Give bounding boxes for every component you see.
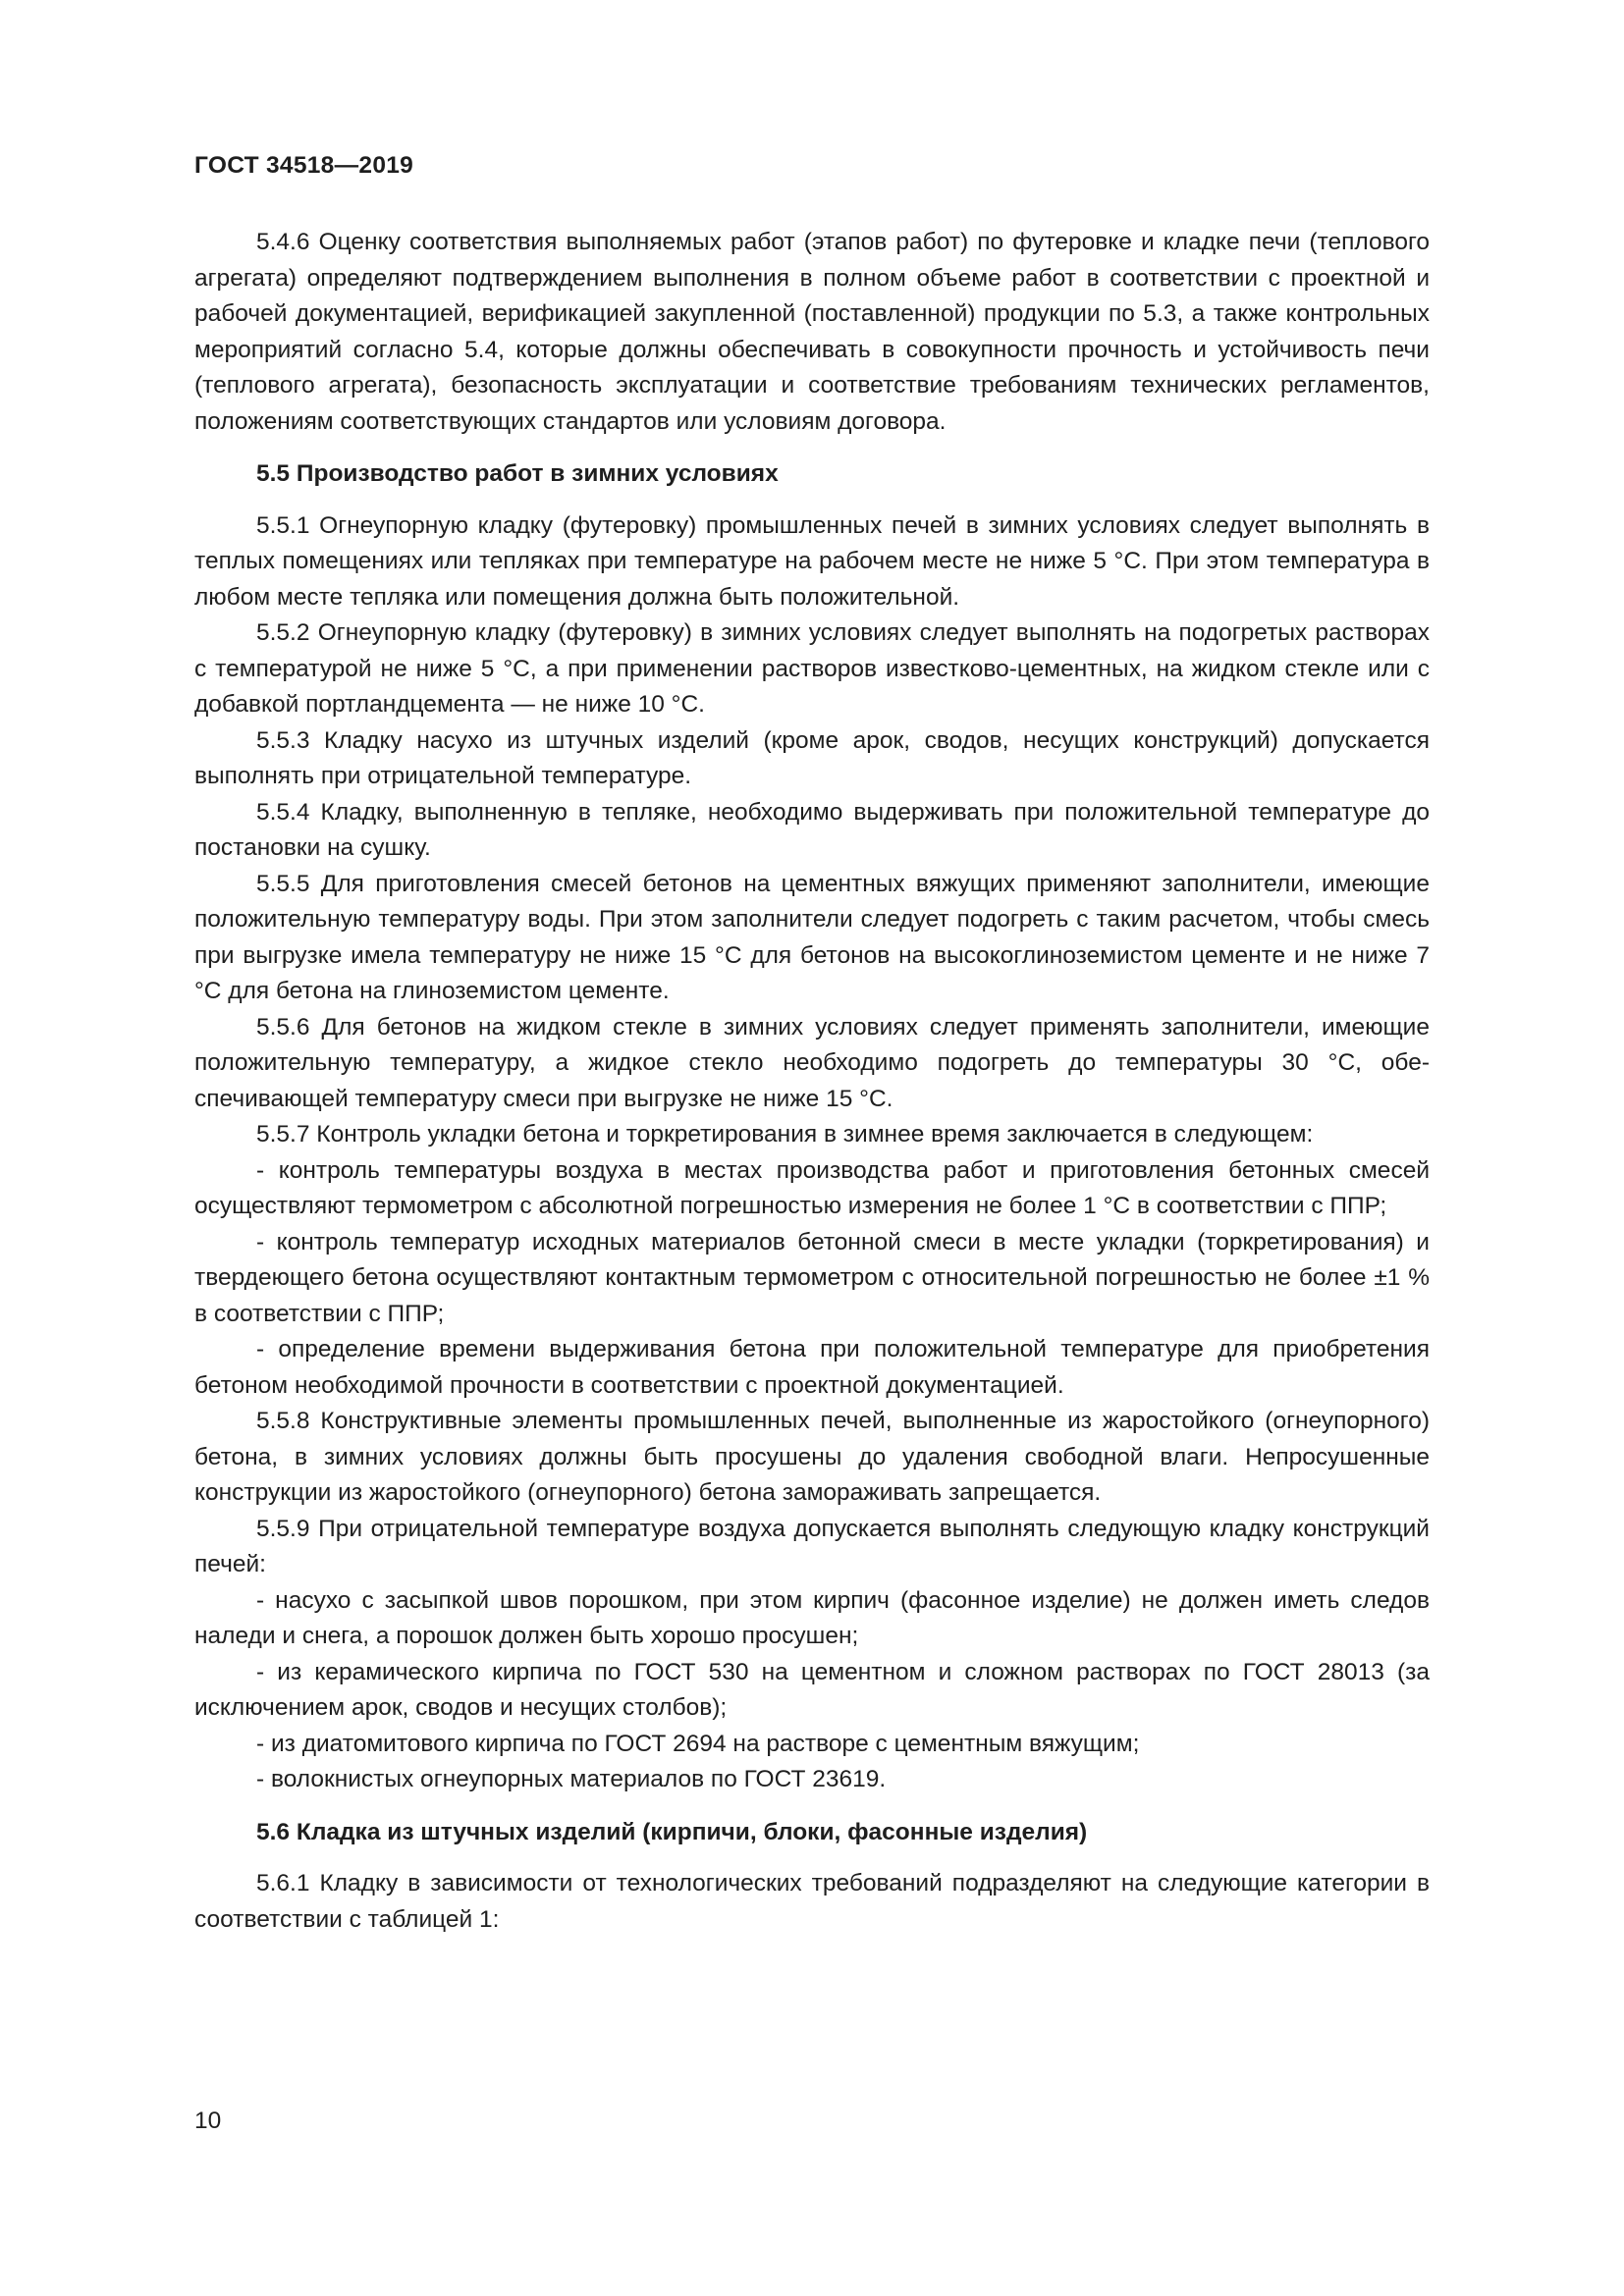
paragraph: 5.5.6 Для бетонов на жидком стекле в зимних условиях следует применять заполнители, имеющие положительную температуру, а жидкое стекло необходимо подогреть до температуры 30 °С, обеспечивающей температуру смеси при выгрузке не ниже 15 °С. (194, 1013, 1430, 1112)
paragraph: 5.5.1 Огнеупорную кладку (футеровку) промышленных печей в зимних условиях следует выполнять в теплых помещениях или тепляках при температуре на рабочем месте не ниже 5 °С. При этом температура в любом месте тепляка или помещения должна быть положительной. (194, 511, 1430, 611)
paragraph: - контроль температуры воздуха в местах производства работ и приготовления бетонных смесей осуществляют термометром с абсолютной погрешностью измерения не более 1 °С в соответствии с ППР; (194, 1156, 1430, 1219)
paragraph: 5.5.4 Кладку, выполненную в тепляке, необходимо выдерживать при положительной температуре до постановки на сушку. (194, 798, 1430, 861)
document-number-header: ГОСТ 34518—2019 (194, 152, 414, 179)
page-number: 10 (194, 2108, 222, 2134)
paragraph: 5.5.2 Огнеупорную кладку (футеровку) в зимних условиях следует выполнять на подогретых растворах с температурой не ниже 5 °С, а при применении растворов известково-цементных, на жидком стекле или с добавкой портландцемента — не ниже 10 °С. (194, 619, 1430, 718)
paragraph: - волокнистых огнеупорных материалов по ГОСТ 23619. (256, 1766, 887, 1792)
section-heading: 5.5 Производство работ в зимних условиях (256, 460, 779, 487)
section-heading: 5.6 Кладка из штучных изделий (кирпичи, блоки, фасонные изделия) (256, 1818, 1088, 1845)
paragraph: 5.5.9 При отрицательной температуре воздуха допускается выполнять следующую кладку конструкций печей: (194, 1515, 1430, 1577)
paragraph: 5.5.8 Конструктивные элементы промышленных печей, выполненные из жаростойкого (огнеупорного) бетона, в зимних условиях должны быть просушены до удаления свободной влаги. Непросушенные конструкции из жаростойкого (огнеупорного) бетона замораживать запрещается. (194, 1408, 1430, 1506)
paragraph: 5.6.1 Кладку в зависимости от технологических требований подразделяют на следующие категории в соответствии с таблицей 1: (194, 1870, 1430, 1933)
paragraph: - насухо с засыпкой швов порошком, при этом кирпич (фасонное изделие) не должен иметь следов наледи и снега, а порошок должен быть хорошо просушен; (194, 1586, 1430, 1649)
paragraph: 5.5.7 Контроль укладки бетона и торкретирования в зимнее время заключается в следующем: (256, 1121, 1314, 1148)
paragraph: 5.4.6 Оценку соответствия выполняемых работ (этапов работ) по футеровке и кладке печи (теплового агрегата) определяют подтверждением выполнения в полном объеме работ в соответствии с проектной и рабочей документацией, верификацией закупленной (поставленной) продукции по 5.3, а также контрольных мероприятий согласно 5.4, которые должны обеспечивать в совокупности прочность и устойчивость печи (теплового агрегата), безопасность эксплуатации и соответствие требованиям технических регламентов, положениям соответствующих стандартов или условиям договора. (194, 229, 1430, 435)
paragraph: - из керамического кирпича по ГОСТ 530 на цементном и сложном растворах по ГОСТ 28013 (за исключением арок, сводов и несущих столбов); (194, 1658, 1430, 1721)
paragraph: 5.5.5 Для приготовления смесей бетонов на цементных вяжущих применяют заполнители, имеющие положительную температуру воды. При этом заполнители следует подогреть с таким расчетом, чтобы смесь при выгрузке имела температуру не ниже 15 °С для бетонов на высокоглиноземистом цементе и не ниже 7 °С для бетона на глиноземистом цементе. (194, 870, 1430, 1004)
document-body (194, 225, 1430, 1938)
paragraph: - контроль температур исходных материалов бетонной смеси в месте укладки (торкретирования) и твердеющего бетона осуществляют контактным термометром с относительной погрешностью не более ±1 % в соответствии с ППР; (194, 1228, 1430, 1327)
paragraph: - определение времени выдерживания бетона при положительной температуре для приобретения бетоном необходимой прочности в соответствии с проектной документацией. (194, 1336, 1430, 1399)
paragraph: 5.5.3 Кладку насухо из штучных изделий (кроме арок, сводов, несущих конструкций) допускается выполнять при отрицательной температуре. (194, 726, 1430, 789)
paragraph: - из диатомитового кирпича по ГОСТ 2694 на растворе с цементным вяжущим; (256, 1730, 1140, 1757)
